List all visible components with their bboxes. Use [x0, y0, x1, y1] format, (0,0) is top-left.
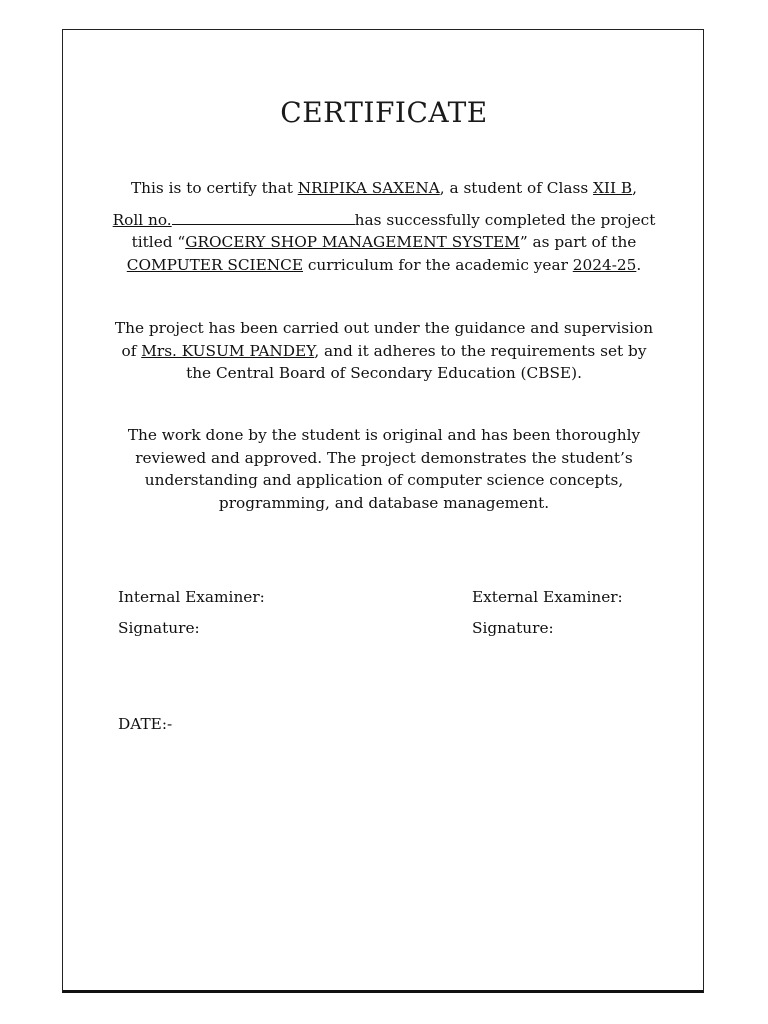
- para3-line4: programming, and database management.: [218, 493, 550, 512]
- text-segment: titled “: [131, 233, 186, 251]
- para3-line2: reviewed and approved. The project demonstrates the student’s: [135, 448, 633, 467]
- para1-line1: [100, 177, 668, 200]
- text-segment: .: [636, 255, 642, 274]
- para1-line2: [100, 209, 668, 232]
- academic-year: 2024-25: [572, 255, 637, 274]
- student-name: NRIPIKA SAXENA: [297, 179, 440, 197]
- text-segment: curriculum for the academic year: [303, 255, 573, 274]
- date-label: DATE:-: [118, 715, 173, 733]
- para3-line3: understanding and application of computer science concepts,: [144, 471, 624, 489]
- internal-signature-label: Signature:: [118, 619, 200, 637]
- text-segment: This is to certify that: [130, 179, 298, 197]
- text-segment: , a student of Class: [439, 179, 594, 197]
- text-segment: , and it adheres to the requirements set by: [314, 341, 647, 360]
- roll-no-label: Roll no.: [112, 210, 172, 229]
- project-title: GROCERY SHOP MANAGEMENT SYSTEM: [185, 233, 520, 251]
- external-examiner-label: External Examiner:: [472, 588, 623, 606]
- text-segment: ,: [632, 179, 637, 197]
- para1-line3: [100, 231, 668, 254]
- text-segment: has successfully completed the project: [354, 210, 656, 229]
- internal-examiner-label: Internal Examiner:: [118, 588, 265, 606]
- roll-no-blank: [172, 210, 355, 225]
- certificate-paragraph-1: [100, 177, 668, 276]
- guide-teacher-name: Mrs. KUSUM PANDEY: [141, 341, 315, 360]
- student-class: XII B: [593, 179, 633, 197]
- text-segment: of: [121, 341, 142, 360]
- para1-line4: [100, 254, 668, 277]
- certificate-paragraph-3: [100, 424, 668, 514]
- para2-line3: the Central Board of Secondary Education (CBSE).: [186, 364, 582, 382]
- para2-line2: [100, 340, 668, 363]
- external-signature-label: Signature:: [472, 619, 554, 637]
- para2-line1: The project has been carried out under the guidance and supervision: [114, 319, 654, 337]
- certificate-title: CERTIFICATE: [280, 96, 488, 129]
- para3-line1: The work done by the student is original and has been thoroughly: [127, 426, 641, 444]
- subject-name: COMPUTER SCIENCE: [126, 255, 303, 274]
- certificate-paragraph-2: [100, 317, 668, 385]
- text-segment: ” as part of the: [519, 233, 637, 251]
